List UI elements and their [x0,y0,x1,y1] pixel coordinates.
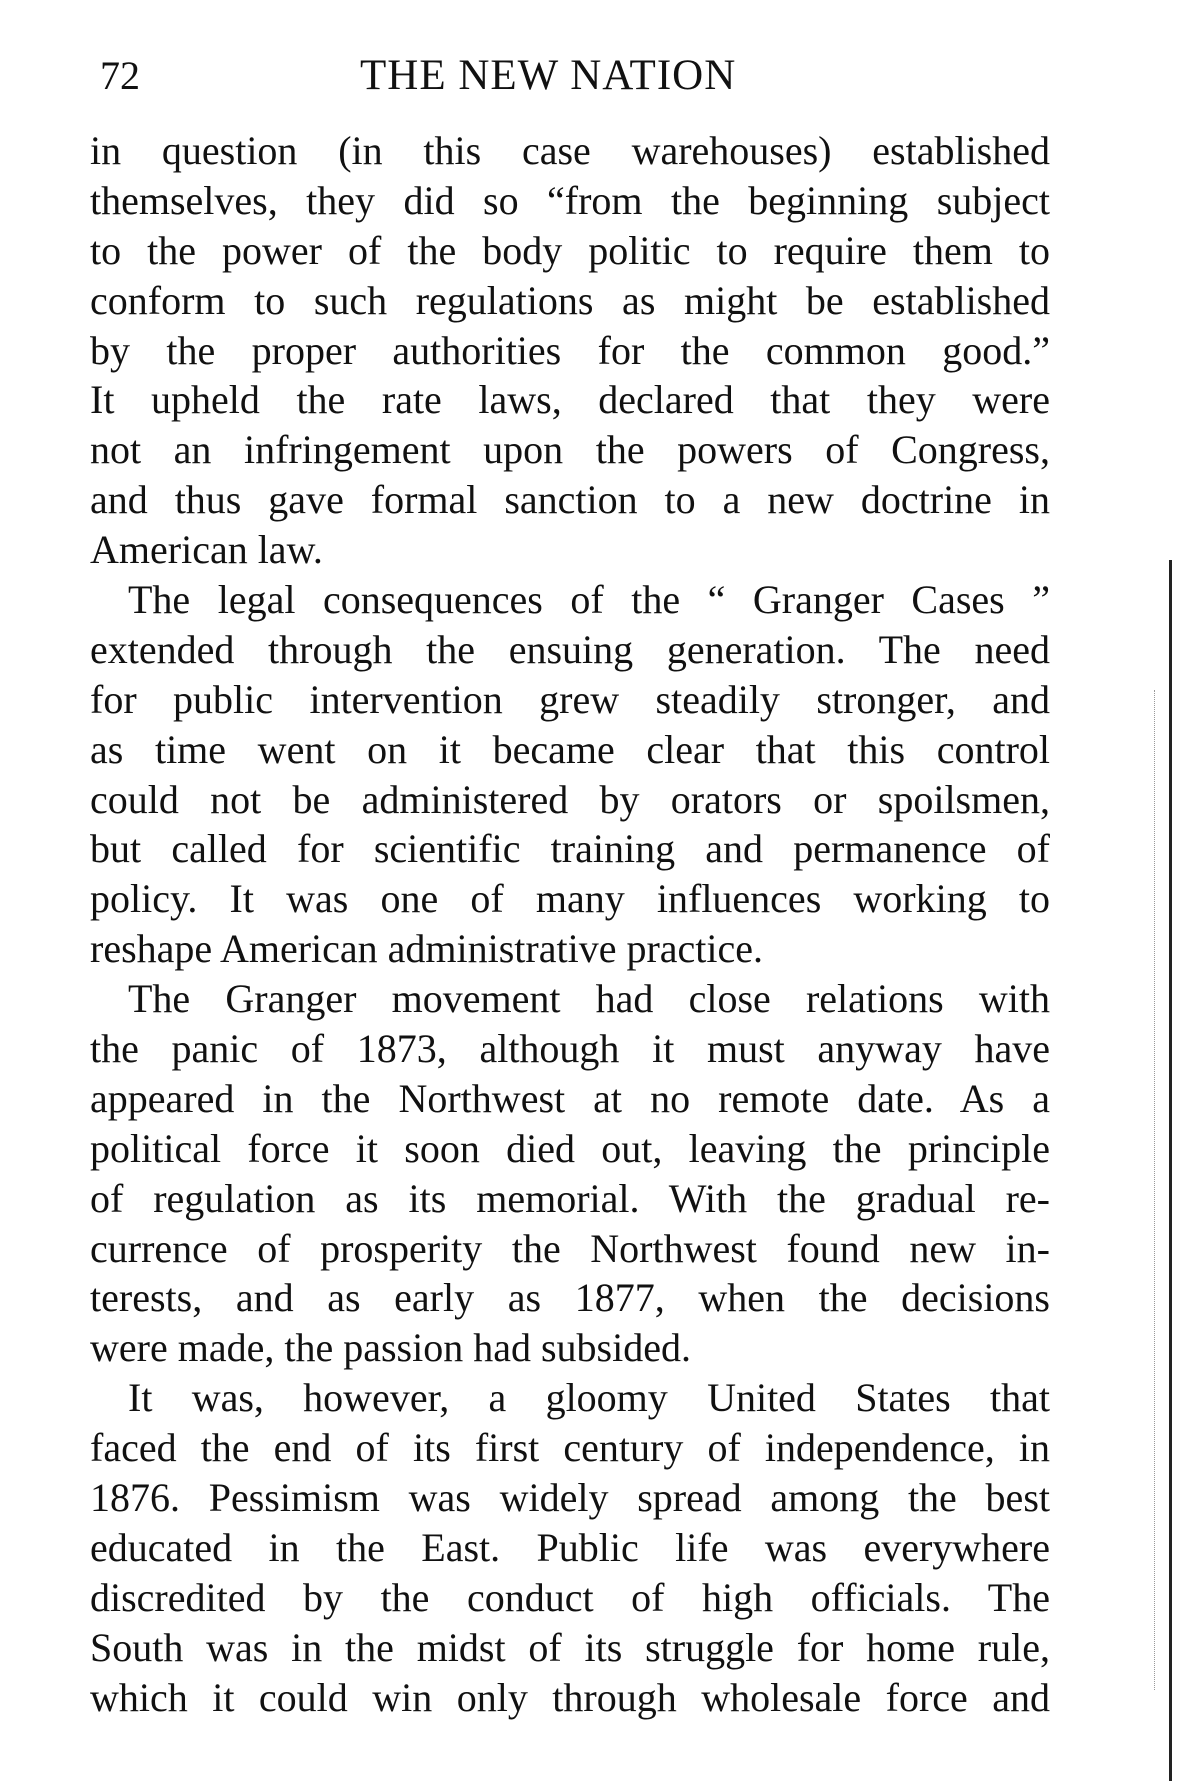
page-edge-rule [1169,560,1172,1781]
text-line: extended through the ensuing generation. The need [90,626,1050,672]
text-line: conform to such regulations as might be established [90,277,1050,323]
text-line: appeared in the Northwest at no remote date. As a [90,1075,1050,1121]
text-line: policy. It was one of many influences working to [90,876,1050,922]
paragraph-2 [90,575,1050,974]
text-line: by the proper authorities for the common good.” [90,327,1050,373]
text-line: could not be administered by orators or spoilsmen, [90,776,1050,822]
text-line: American law. [90,527,323,573]
running-title: THE NEW NATION [360,52,737,99]
text-line: currence of prosperity the Northwest found new in- [90,1225,1050,1271]
text-line: educated in the East. Public life was everywhere [90,1524,1050,1570]
text-line: faced the end of its first century of independence, in [90,1425,1050,1471]
text-line: discredited by the conduct of high officials. The [90,1574,1050,1620]
page-edge-shadow [1154,690,1156,1690]
text-line: The Granger movement had close relations with [128,976,1050,1022]
text-line: were made, the passion had subsided. [90,1325,691,1371]
body-text [90,126,1050,1723]
text-line: of regulation as its memorial. With the gradual re- [90,1175,1050,1221]
text-line: political force it soon died out, leaving the principle [90,1125,1050,1171]
text-line: 1876. Pessimism was widely spread among the best [90,1475,1050,1521]
text-line: but called for scientific training and permanence of [90,826,1050,872]
paragraph-4 [90,1373,1050,1722]
text-line: and thus gave formal sanction to a new doctrine in [90,477,1050,523]
paragraph-3 [90,974,1050,1373]
text-line: which it could win only through wholesale force and [90,1674,1050,1720]
text-line: It was, however, a gloomy United States that [128,1375,1050,1421]
running-head [100,52,1060,112]
text-line: to the power of the body politic to require them to [90,227,1050,273]
text-line: themselves, they did so “from the beginning subject [90,177,1050,223]
text-line: The legal consequences of the “ Granger Cases ” [128,577,1050,623]
text-line: for public intervention grew steadily stronger, and [90,676,1050,722]
text-line: It upheld the rate laws, declared that they were [90,377,1050,423]
text-line: as time went on it became clear that this control [90,726,1050,772]
text-line: not an infringement upon the powers of Congress, [90,427,1050,473]
text-line: the panic of 1873, although it must anyway have [90,1026,1050,1072]
text-line: reshape American administrative practice. [90,926,764,972]
text-line: terests, and as early as 1877, when the decisions [90,1275,1050,1321]
page-number: 72 [100,53,140,98]
text-line: in question (in this case warehouses) established [90,128,1050,173]
text-line: South was in the midst of its struggle for home rule, [90,1624,1050,1670]
paragraph-1 [90,126,1050,575]
